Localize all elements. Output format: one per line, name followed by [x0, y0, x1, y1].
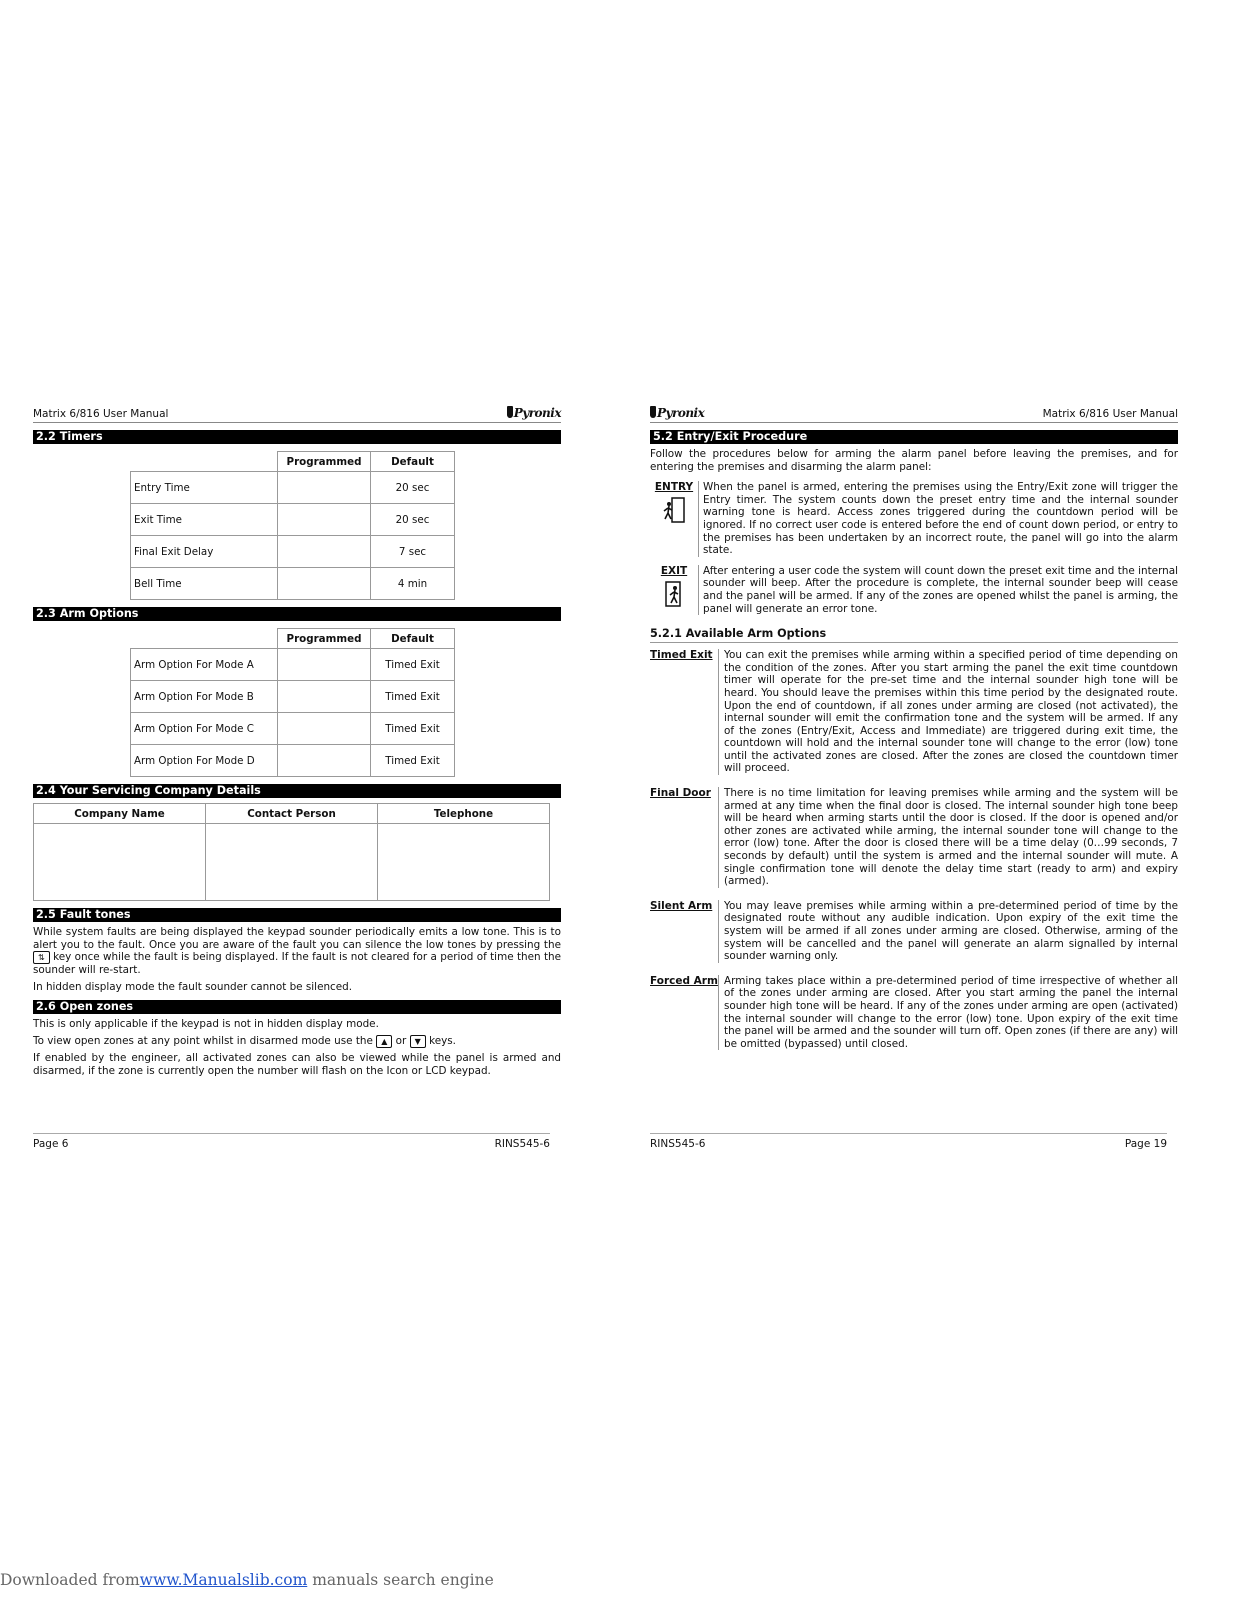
left-page-number: Page 6: [33, 1138, 69, 1150]
right-doc-code: RINS545-6: [650, 1138, 706, 1150]
left-header: [33, 406, 561, 423]
option-name: Forced Arm: [650, 974, 718, 987]
default-value: Timed Exit: [371, 713, 455, 745]
timers-table: [130, 451, 455, 600]
exit-text: After entering a user code the system will count down the preset exit time and the internal sounder will beep. After the procedure is complete, the internal sounder beep will cease and the panel will be armed. If any of the zones are opened whilst the panel is arming, the panel will generate an error tone.: [703, 564, 1178, 615]
left-page: [33, 406, 561, 1150]
contact-person-cell: [206, 824, 378, 901]
arm-option-label: Arm Option For Mode B: [131, 681, 278, 713]
option-text: You can exit the premises while arming within a specified period of time depending on the condition of the zones. After you start arming the panel the exit time countdown timer will operate for the pre-set time and the internal sounder high tone will be heard. You should leave the premises within this time period by the designated route. Upon the end of countdown, if all zones under arming are closed (not activated), the internal sounder will emit the confirmation tone and the system will be armed. If any of the zones (Entry/Exit, Access and Immediate) are triggered during exit time, the countdown will hold and the internal sounder tone will change to the error (low) tone until the activated zones are closed. After the zones are closed the countdown timer will proceed.: [724, 649, 1178, 775]
table-row: [131, 568, 455, 600]
default-value: 20 sec: [371, 472, 455, 504]
company-table: [33, 803, 550, 901]
option-text: There is no time limitation for leaving premises while arming and the system will be armed at any time when the final door is closed. The internal sounder high tone beep will be heard when arming starts until the door is closed. If the door is opened and/or other zones are activated while arming, the internal sounder tone will change to the error (low) tone. After the door is closed there will be a time delay (0…99 seconds, 7 seconds by default) until the system is armed and the internal sounder will mute. A single confirmation tone will denote the delay time start (ready to arm) and expiry (armed).: [724, 787, 1178, 888]
exit-door-icon: [663, 581, 685, 607]
list-item: [650, 975, 1178, 1051]
right-header: [650, 406, 1178, 423]
fault-paragraph: While system faults are being displayed the keypad sounder periodically emits a low tone. This is to alert you to the fault. Once you are aware of the fault you can silence the low tones by pressing the ⇅ key once while the fault is being displayed. If the fault is not cleared for a period of time then the sounder will re-start.: [33, 926, 561, 977]
default-value: Timed Exit: [371, 649, 455, 681]
exit-tag: EXIT: [660, 564, 688, 577]
option-text: You may leave premises while arming within a pre-determined period of time by the designated route without any audible indication. Upon expiry of the exit time the system will be armed if all zones under arming are closed. Otherwise, arming of the system will be cancelled and the panel will generate an alarm signalled by internal sounder warning only.: [724, 899, 1178, 963]
timer-label: Bell Time: [131, 568, 278, 600]
open-zones-p1: This is only applicable if the keypad is not in hidden display mode.: [33, 1018, 379, 1031]
default-value: Timed Exit: [371, 681, 455, 713]
programmed-cell: [278, 472, 371, 504]
scroll-key-icon: ⇅: [33, 951, 50, 964]
manualslib-link[interactable]: www.Manualslib.com: [139, 1571, 308, 1589]
programmed-cell: [278, 713, 371, 745]
option-name: Silent Arm: [650, 899, 713, 912]
right-header-title: Matrix 6/816 User Manual: [1042, 408, 1178, 420]
list-item: [650, 787, 1178, 888]
arm-options-table: [130, 628, 455, 777]
programmed-cell: [278, 649, 371, 681]
timers-heading: 2.2 Timers: [33, 430, 561, 444]
option-text: Arming takes place within a pre-determined period of time irrespective of whether all of the zones under arming are closed. After you start arming the panel the internal sounder high tone will be heard. If any of the zones under arming are open (activated) the internal sounder will change to the error (low) tone. Upon expiry of the exit time the panel will be armed and the sounder will turn off. Open zones (if there are any) will be omitted (bypassed) until closed.: [724, 974, 1178, 1050]
logo-text: Pyronix: [657, 406, 705, 420]
pyronix-logo: [650, 406, 704, 420]
contact-person-header: Contact Person: [206, 804, 378, 824]
left-header-title: Matrix 6/816 User Manual: [33, 408, 169, 420]
arm-option-label: Arm Option For Mode D: [131, 745, 278, 777]
arm-options-heading: 2.3 Arm Options: [33, 607, 561, 621]
timer-label: Exit Time: [131, 504, 278, 536]
logo-text: Pyronix: [513, 406, 561, 420]
table-row: [131, 713, 455, 745]
entry-exit-intro: Follow the procedures below for arming the alarm panel before leaving the premises, and for entering the premises and disarming the alarm panel:: [650, 448, 1178, 473]
entry-procedure: [650, 481, 1178, 557]
fault-tones-heading: 2.5 Fault tones: [33, 908, 561, 922]
default-value: 20 sec: [371, 504, 455, 536]
default-value: 4 min: [371, 568, 455, 600]
company-name-header: Company Name: [34, 804, 206, 824]
programmed-cell: [278, 681, 371, 713]
table-row: [131, 536, 455, 568]
option-name: Timed Exit: [650, 649, 713, 662]
entry-tag: ENTRY: [654, 481, 694, 494]
download-banner: Downloaded fromwww.Manualslib.com manuals search engine: [0, 1571, 494, 1589]
default-value: Timed Exit: [371, 745, 455, 777]
list-item: [650, 649, 1178, 775]
table-row: [131, 472, 455, 504]
table-row: [131, 504, 455, 536]
default-value: 7 sec: [371, 536, 455, 568]
left-footer: [33, 1133, 550, 1150]
logo-mark-icon: [507, 406, 513, 418]
down-key-icon: ▼: [410, 1035, 426, 1048]
open-zones-heading: 2.6 Open zones: [33, 1000, 561, 1014]
entry-door-icon: [663, 497, 685, 523]
up-key-icon: ▲: [376, 1035, 392, 1048]
timers-col-programmed: Programmed: [278, 452, 371, 472]
telephone-header: Telephone: [378, 804, 550, 824]
arm-option-label: Arm Option For Mode C: [131, 713, 278, 745]
programmed-cell: [278, 504, 371, 536]
timer-label: Final Exit Delay: [131, 536, 278, 568]
available-arm-options-heading: 5.2.1 Available Arm Options: [650, 627, 1178, 643]
table-row: [131, 649, 455, 681]
arm-col-programmed: Programmed: [278, 629, 371, 649]
table-row: [131, 681, 455, 713]
pyronix-logo: [507, 406, 561, 420]
timers-col-default: Default: [371, 452, 455, 472]
programmed-cell: [278, 536, 371, 568]
timer-label: Entry Time: [131, 472, 278, 504]
fault-hidden-note: In hidden display mode the fault sounder cannot be silenced.: [33, 980, 353, 993]
exit-procedure: [650, 565, 1178, 615]
right-footer: [650, 1133, 1167, 1150]
option-name: Final Door: [650, 787, 711, 800]
table-row: [34, 824, 550, 901]
arm-option-label: Arm Option For Mode A: [131, 649, 278, 681]
telephone-cell: [378, 824, 550, 901]
arm-col-default: Default: [371, 629, 455, 649]
entry-text: When the panel is armed, entering the premises using the Entry/Exit zone will trigger the Entry timer. The system counts down the preset entry time and the internal sounder warning tone is heard. Access zones triggered during the countdown period will be ignored. If no correct user code is entered before the end of count down period, or entry to the premises has been undertaken by an incorrect route, the panel will go into the alarm state.: [703, 481, 1178, 557]
left-doc-code: RINS545-6: [494, 1138, 550, 1150]
entry-exit-heading: 5.2 Entry/Exit Procedure: [650, 430, 1178, 444]
open-zones-p2: To view open zones at any point whilst in disarmed mode use the ▲ or ▼ keys.: [33, 1034, 456, 1047]
table-row: [131, 745, 455, 777]
programmed-cell: [278, 745, 371, 777]
right-page-number: Page 19: [1124, 1138, 1167, 1150]
company-name-cell: [34, 824, 206, 901]
open-zones-p3: If enabled by the engineer, all activated zones can also be viewed while the panel is armed and disarmed, if the zone is currently open the number will flash on the Icon or LCD keypad.: [33, 1051, 561, 1077]
logo-mark-icon: [650, 406, 656, 418]
programmed-cell: [278, 568, 371, 600]
list-item: [650, 900, 1178, 963]
right-page: [650, 406, 1178, 1150]
company-heading: 2.4 Your Servicing Company Details: [33, 784, 561, 798]
